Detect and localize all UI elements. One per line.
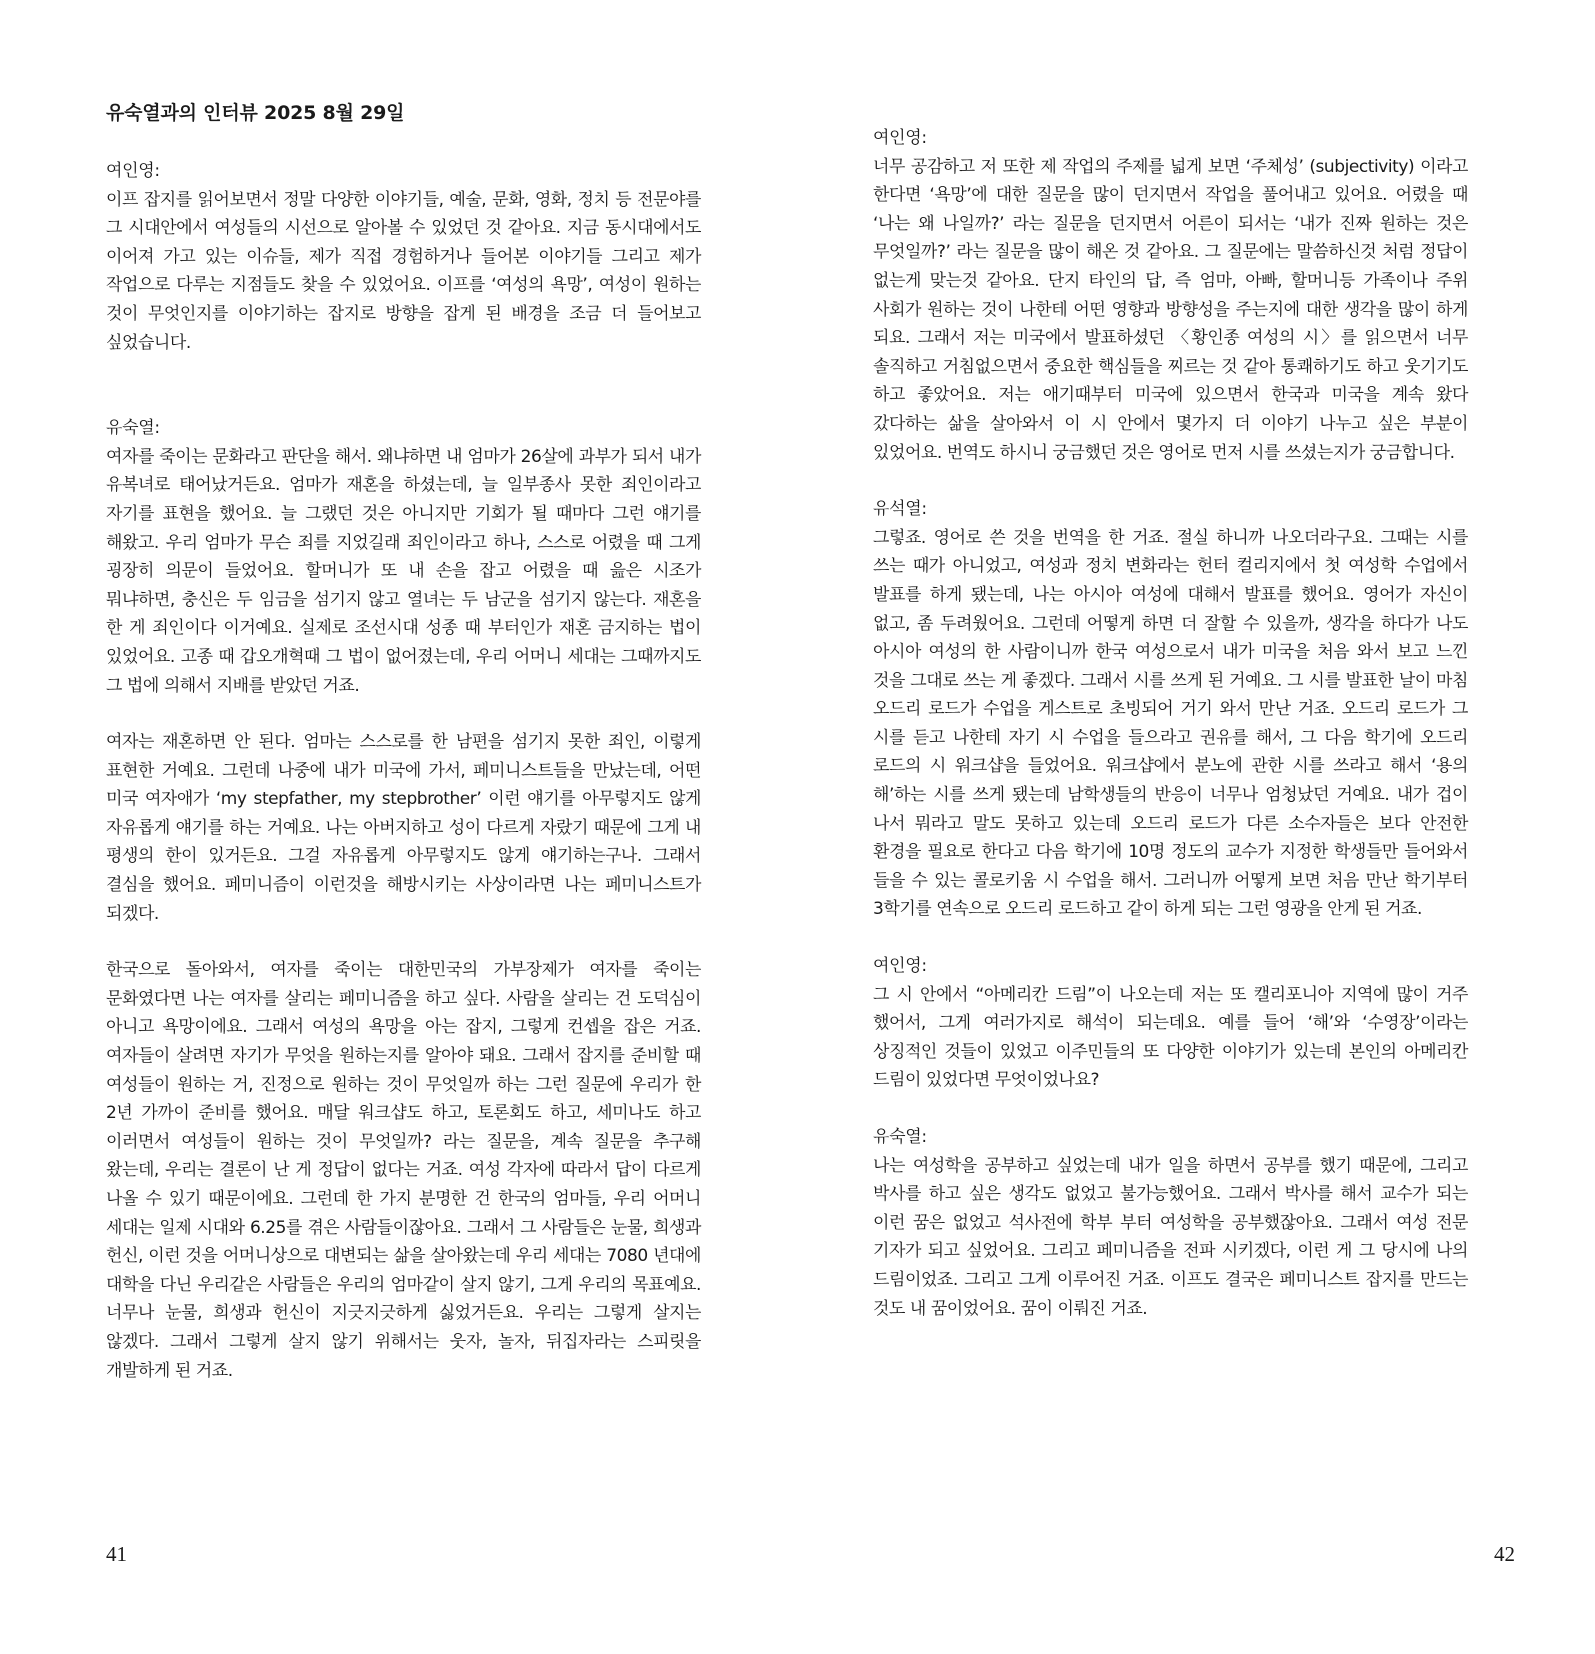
- spacer: [106, 700, 701, 728]
- speaker-label: 여인영:: [873, 128, 927, 148]
- interview-paragraph: 여자는 재혼하면 안 된다. 엄마는 스스로를 한 남편을 섬기지 못한 죄인, 이렇게 표현한 거예요. 그런데 나중에 내가 미국에 가서, 페미니스트들을 만났는데, 어떤 미국 여자애가 ‘my stepfather, my stepbrother’ 이런 얘기를 아무렇지도 않게 자유롭게 얘기를 하는 거예요. 나는 아버지하고 성이 다르게 자랐기 때문에 그게 내 평생의 한이 있거든요. 그걸 자유롭게 아무렇지도 않게 얘기하는구나. 그래서 결심을 했어요. 페미니즘이 이런것을 해방시키는 사상이라면 나는 페미니스트가 되겠다.: [106, 732, 701, 924]
- speaker-label: 유숙열:: [106, 418, 160, 439]
- left-page: [0, 0, 797, 1654]
- spacer: [873, 924, 1468, 952]
- speaker-label: 유석열:: [873, 499, 927, 520]
- page-number: 41: [106, 1542, 127, 1566]
- interview-paragraph: 나는 여성학을 공부하고 싶었는데 내가 일을 하면서 공부를 했기 때문에, 그리고 박사를 하고 싶은 생각도 없었고 불가능했어요. 그래서 박사를 해서 교수가 되는 이런 꿈은 없었고 석사전에 학부 부터 여성학을 공부했잖아요. 그래서 여성 전문 기자가 되고 싶었어요. 그리고 페미니즘을 전파 시키겠다, 이런 게 그 당시에 나의 드림이었죠. 그리고 그게 이루어진 거죠. 이프도 결국은 페미니스트 잡지를 만드는 것도 내 꿈이었어요. 꿈이 이뤄진 거죠.: [873, 1155, 1468, 1319]
- spacer: [106, 357, 701, 414]
- interview-title: 유숙열과의 인터뷰 2025 8월 29일: [106, 102, 405, 124]
- interview-paragraph: 그렇죠. 영어로 쓴 것을 번역을 한 거죠. 절실 하니까 나오더라구요. 그때는 시를 쓰는 때가 아니었고, 여성과 정치 변화라는 헌터 컬리지에서 첫 여성학 수업에서 발표를 하게 됐는데, 나는 아시아 여성에 대해서 발표를 했어요. 영어가 자신이 없고, 좀 두려웠어요. 그런데 어떻게 하면 더 잘할 수 있을까, 생각을 하다가 나도 아시아 여성의 한 사람이니까 한국 여성으로서 내가 미국을 처음 와서 보고 느낀 것을 그대로 쓰는 게 좋겠다. 그래서 시를 쓰게 된 거예요. 그 시를 발표한 날이 마침 오드리 로드가 수업을 게스트로 초빙되어 거기 와서 만난 거죠. 오드리 로드가 그 시를 듣고 나한테 자기 시 수업을 들으라고 권유를 해서, 그 다음 학기에 오드리 로드의 시 워크샵을 들었어요. 워크샵에서 분노에 관한 시를 쓰라고 해서 ‘용의 해’하는 시를 쓰게 됐는데 남학생들의 반응이 너무나 엄청났던 거예요. 내가 겁이 나서 뭐라고 말도 못하고 있는데 오드리 로드가 다른 소수자들은 보다 안전한 환경을 필요로 한다고 다음 학기에 10명 정도의 교수가 지정한 학생들만 들어와서 들을 수 있는 콜로키움 시 수업을 해서. 그러니까 어떻게 보면 처음 만난 학기부터 3학기를 연속으로 오드리 로드하고 같이 하게 되는 그런 영광을 안게 된 거죠.: [873, 527, 1468, 920]
- interview-paragraph: 여자를 죽이는 문화라고 판단을 해서. 왜냐하면 내 엄마가 26살에 과부가 되서 내가 유복녀로 태어났거든요. 엄마가 재혼을 하셨는데, 늘 일부종사 못한 죄인이라고 자기를 표현을 했어요. 늘 그랬던 것은 아니지만 기회가 될 때마다 그런 얘기를 해왔고. 우리 엄마가 무슨 죄를 지었길래 죄인이라고 하나, 스스로 어렸을 때 그게 굉장히 의문이 들었어요. 할머니가 또 내 손을 잡고 어렸을 때 읊은 시조가 뭐냐하면, 충신은 두 임금을 섬기지 않고 열녀는 두 남군을 섬기지 않는다. 재혼을 한 게 죄인이다 이거예요. 실제로 조선시대 성종 때 부터인가 재혼 금지하는 법이 있었어요. 고종 때 갑오개혁때 그 법이 없어졌는데, 우리 어머니 세대는 그때까지도 그 법에 의해서 지배를 받았던 거죠.: [106, 446, 701, 696]
- interview-paragraph: 이프 잡지를 읽어보면서 정말 다양한 이야기들, 예술, 문화, 영화, 정치 등 전문야를 그 시대안에서 여성들의 시선으로 알아볼 수 있었던 것 같아요. 지금 동시대에서도 이어져 가고 있는 이슈들, 제가 직접 경험하거나 들어본 이야기들 그리고 제가 작업으로 다루는 지점들도 찾을 수 있었어요. 이프를 ‘여성의 욕망’, 여성이 원하는 것이 무엇인지를 이야기하는 잡지로 방향을 잡게 된 배경을 조금 더 들어보고 싶었습니다.: [106, 189, 701, 353]
- interview-paragraph: 그 시 안에서 “아메리칸 드림”이 나오는데 저는 또 캘리포니아 지역에 많이 거주 했어서, 그게 여러가지로 해석이 되는데요. 예를 들어 ‘해’와 ‘수영장’이라는 상징적인 것들이 있었고 이주민들의 또 다양한 이야기가 있는데 본인의 아메리칸 드림이 있었다면 무엇이었나요?: [873, 984, 1468, 1091]
- speaker-label: 유숙열:: [873, 1127, 927, 1147]
- speaker-label: 여인영:: [106, 161, 160, 181]
- page-number: 42: [1494, 1542, 1515, 1566]
- right-page: [797, 0, 1595, 1654]
- spacer: [106, 928, 701, 956]
- interview-paragraph: 한국으로 돌아와서, 여자를 죽이는 대한민국의 가부장제가 여자를 죽이는 문화였다면 나는 여자를 살리는 페미니즘을 하고 싶다. 사람을 살리는 건 도덕심이 아니고 욕망이에요. 그래서 여성의 욕망을 아는 잡지, 그렇게 컨셉을 잡은 거죠. 여자들이 살려면 자기가 무엇을 원하는지를 알아야 돼요. 그래서 잡지를 준비할 때 여성들이 원하는 거, 진정으로 원하는 것이 무엇일까 하는 그런 질문에 우리가 한 2년 가까이 준비를 했어요. 매달 워크샵도 하고, 토론회도 하고, 세미나도 하고 이러면서 여성들이 원하는 것이 무엇일까? 라는 질문을, 계속 질문을 추구해 왔는데, 우리는 결론이 난 게 정답이 없다는 거죠. 여성 각자에 따라서 답이 다르게 나올 수 있기 때문이에요. 그런데 한 가지 분명한 건 한국의 엄마들, 우리 어머니 세대는 일제 시대와 6.25를 겪은 사람들이잖아요. 그래서 그 사람들은 눈물, 희생과 헌신, 이런 것을 어머니상으로 대변되는 삶을 살아왔는데 우리 세대는 7080 년대에 대학을 다닌 우리같은 사람들은 우리의 엄마같이 살지 않기, 그게 우리의 목표예요. 너무나 눈물, 희생과 헌신이 지긋지긋하게 싫었거든요. 우리는 그렇게 살지는 않겠다. 그래서 그렇게 살지 않기 위해서는 웃자, 놀자, 뒤집자라는 스피릿을 개발하게 된 거죠.: [106, 960, 701, 1381]
- interview-paragraph: 너무 공감하고 저 또한 제 작업의 주제를 넓게 보면 ‘주체성’ (subjectivity) 이라고 한다면 ‘욕망’에 대한 질문을 많이 던지면서 작업을 풀어내고 있어요. 어렸을 때 ‘나는 왜 나일까?’ 라는 질문을 던지면서 어른이 되서는 ‘내가 진짜 원하는 것은 무엇일까?’ 라는 질문을 많이 해온 것 같아요. 그 질문에는 말씀하신것 처럼 정답이 없는게 맞는것 같아요. 단지 타인의 답, 즉 엄마, 아빠, 할머니등 가족이나 주위 사회가 원하는 것이 나한테 어떤 영향과 방향성을 주는지에 대한 생각을 많이 하게 되요. 그래서 저는 미국에서 발표하셨던 〈황인종 여성의 시〉를 읽으면서 너무 솔직하고 거침없으면서 중요한 핵심들을 찌르는 것 같아 통쾌하기도 하고 웃기기도 하고 좋았어요. 저는 애기때부터 미국에 있으면서 한국과 미국을 계속 왔다 갔다하는 삶을 살아와서 이 시 안에서 몇가지 더 이야기 나누고 싶은 부분이 있었어요. 번역도 하시니 궁금했던 것은 영어로 먼저 시를 쓰셨는지가 궁금합니다.: [873, 156, 1468, 463]
- spacer: [873, 1095, 1468, 1123]
- speaker-label: 여인영:: [873, 956, 927, 977]
- left-text-column: [106, 98, 701, 1385]
- spacer: [873, 467, 1468, 495]
- right-text-column: [873, 124, 1468, 1323]
